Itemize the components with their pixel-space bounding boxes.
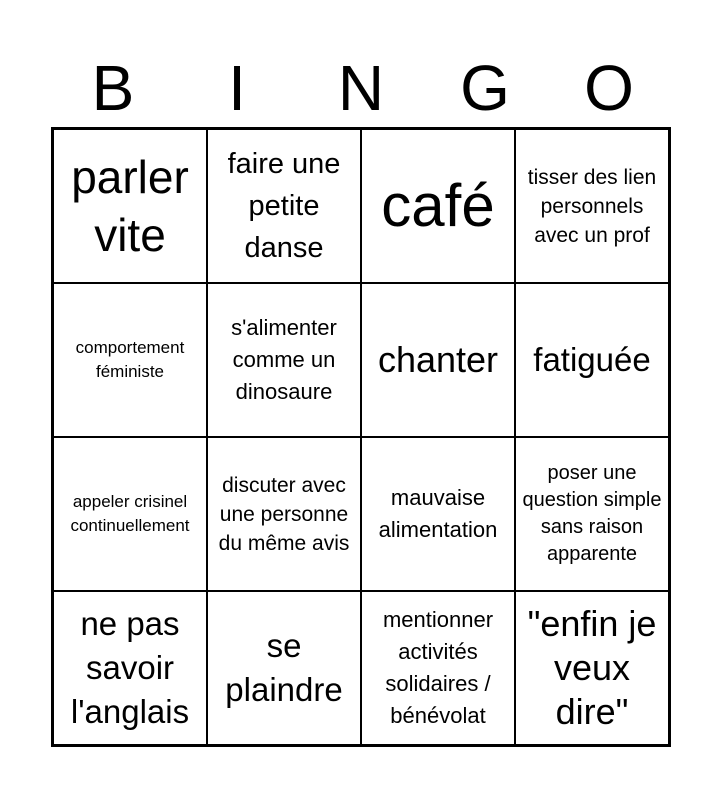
bingo-cell-1[interactable] xyxy=(53,129,207,283)
bingo-cell-7[interactable] xyxy=(361,283,515,437)
cell-label: appeler crisinel continuellement xyxy=(70,492,190,535)
cell-label: tisser des lien personnels avec un prof xyxy=(527,165,657,247)
bingo-cell-10[interactable] xyxy=(207,437,361,591)
cell-label: discuter avec une personne du même avis xyxy=(218,473,350,555)
bingo-cell-11[interactable] xyxy=(361,437,515,591)
cell-label: se plaindre xyxy=(225,627,343,708)
header-letter-n: N xyxy=(337,52,385,124)
bingo-header xyxy=(51,48,671,128)
bingo-cell-2[interactable] xyxy=(207,129,361,283)
bingo-cell-8[interactable] xyxy=(515,283,669,437)
cell-label: comportement féministe xyxy=(75,338,185,381)
bingo-cell-16[interactable] xyxy=(515,591,669,745)
header-letter-o: O xyxy=(584,52,634,124)
cell-label: mauvaise alimentation xyxy=(378,485,498,542)
cell-label: café xyxy=(381,172,495,239)
bingo-cell-12[interactable] xyxy=(515,437,669,591)
cell-label: poser une question simple sans raison apparente xyxy=(522,462,662,565)
cell-label: "enfin je veux dire" xyxy=(527,603,657,732)
cell-label: ne pas savoir l'anglais xyxy=(70,605,190,730)
bingo-cell-13[interactable] xyxy=(53,591,207,745)
bingo-cell-9[interactable] xyxy=(53,437,207,591)
header-letter-g: G xyxy=(460,52,510,124)
bingo-cell-14[interactable] xyxy=(207,591,361,745)
header-letter-i: I xyxy=(228,52,246,124)
cell-label: chanter xyxy=(377,339,499,380)
bingo-cell-3[interactable] xyxy=(361,129,515,283)
bingo-cell-15[interactable] xyxy=(361,591,515,745)
cell-label: parler vite xyxy=(71,151,189,261)
header-letter-b: B xyxy=(91,52,135,124)
cell-label: mentionner activités solidaires / bénévolat xyxy=(382,607,494,728)
cell-label: s'alimenter comme un dinosaure xyxy=(231,315,337,404)
cell-label: faire une petite danse xyxy=(227,148,341,264)
cell-label: fatiguée xyxy=(533,341,651,378)
bingo-cell-6[interactable] xyxy=(207,283,361,437)
bingo-cell-5[interactable] xyxy=(53,283,207,437)
bingo-cell-4[interactable] xyxy=(515,129,669,283)
bingo-grid xyxy=(51,127,671,747)
